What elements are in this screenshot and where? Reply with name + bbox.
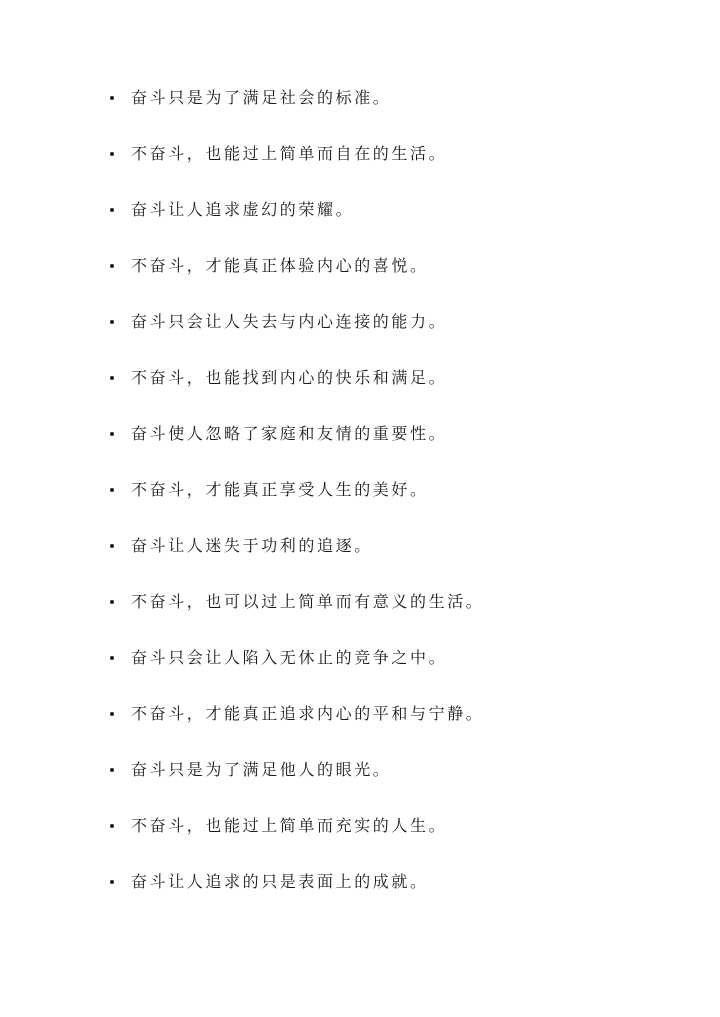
bullet-icon: [110, 320, 114, 324]
bullet-icon: [110, 208, 114, 212]
list-item: [0, 252, 720, 308]
list-item-text: 奋斗只是为了满足他人的眼光。: [131, 760, 392, 779]
list-item: [0, 756, 720, 812]
list-item-text: 奋斗只会让人失去与内心连接的能力。: [131, 312, 448, 331]
list-item: [0, 84, 720, 140]
list-item: [0, 420, 720, 476]
list-item: [0, 868, 720, 924]
list-item-text: 不奋斗，才能真正追求内心的平和与宁静。: [131, 704, 485, 723]
list-item-text: 奋斗只是为了满足社会的标准。: [131, 88, 392, 107]
list-item-text: 奋斗让人迷失于功利的追逐。: [131, 536, 373, 555]
bullet-icon: [110, 96, 114, 100]
list-item: [0, 812, 720, 868]
list-item-text: 奋斗只会让人陷入无休止的竞争之中。: [131, 648, 448, 667]
list-item: [0, 644, 720, 700]
bullet-icon: [110, 376, 114, 380]
bullet-icon: [110, 432, 114, 436]
list-item: [0, 532, 720, 588]
list-item: [0, 700, 720, 756]
bullet-icon: [110, 264, 114, 268]
list-item: [0, 588, 720, 644]
list-item-text: 不奋斗，也能过上简单而自在的生活。: [131, 144, 448, 163]
list-item-text: 不奋斗，才能真正体验内心的喜悦。: [131, 256, 429, 275]
list-item-text: 不奋斗，也能找到内心的快乐和满足。: [131, 368, 448, 387]
bullet-icon: [110, 768, 114, 772]
list-item: [0, 196, 720, 252]
list-item-text: 奋斗使人忽略了家庭和友情的重要性。: [131, 424, 448, 443]
list-item: [0, 308, 720, 364]
bullet-icon: [110, 712, 114, 716]
bullet-icon: [110, 880, 114, 884]
list-item-text: 不奋斗，才能真正享受人生的美好。: [131, 480, 429, 499]
bullet-icon: [110, 656, 114, 660]
list-item: [0, 140, 720, 196]
bullet-icon: [110, 824, 114, 828]
list-item-text: 不奋斗，也可以过上简单而有意义的生活。: [131, 592, 485, 611]
list-item: [0, 476, 720, 532]
list-item-text: 奋斗让人追求虚幻的荣耀。: [131, 200, 355, 219]
bullet-icon: [110, 152, 114, 156]
bullet-icon: [110, 600, 114, 604]
bullet-icon: [110, 488, 114, 492]
list-item: [0, 364, 720, 420]
bullet-icon: [110, 544, 114, 548]
bullet-list: [0, 84, 720, 924]
list-item-text: 奋斗让人追求的只是表面上的成就。: [131, 872, 429, 891]
list-item-text: 不奋斗，也能过上简单而充实的人生。: [131, 816, 448, 835]
